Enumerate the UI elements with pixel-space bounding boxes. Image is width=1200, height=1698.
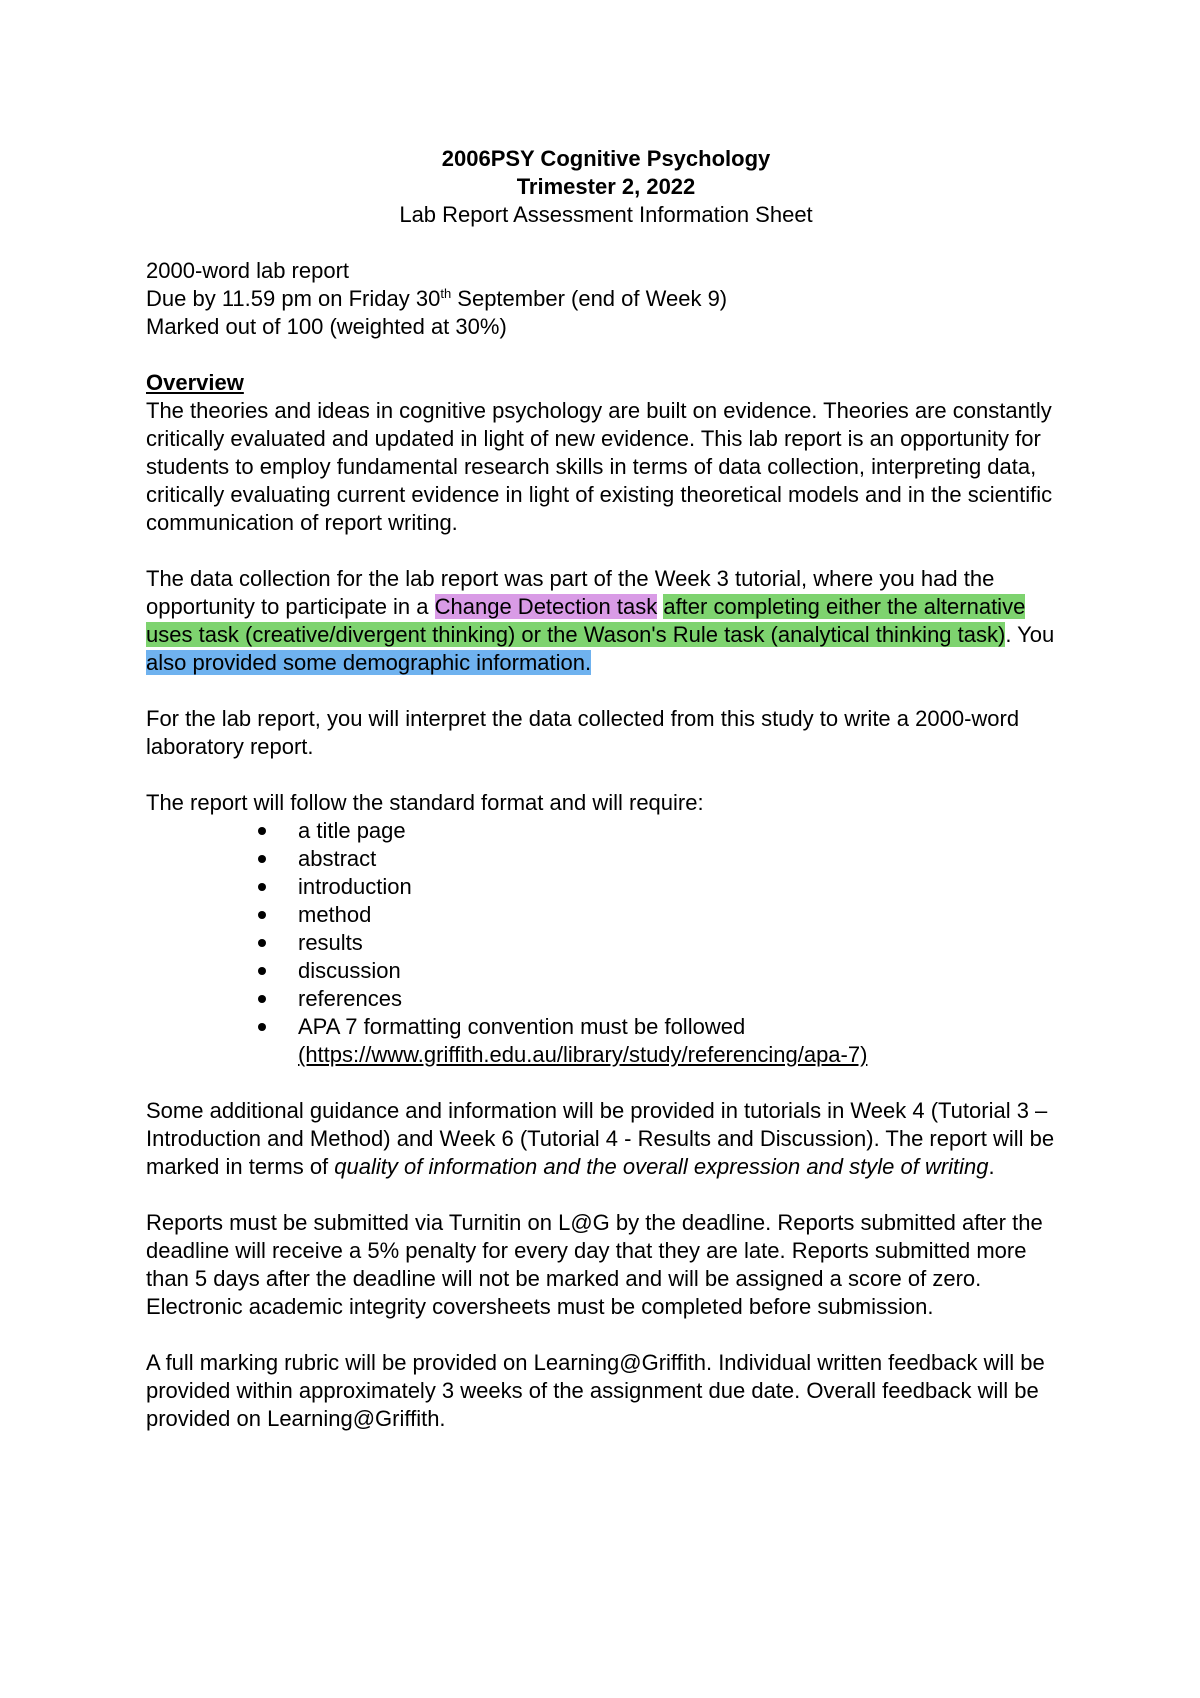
- report-length: 2000-word lab report: [146, 258, 350, 283]
- guidance-paragraph: [146, 1097, 1066, 1181]
- list-item: introduction: [258, 873, 1066, 901]
- list-item: references: [258, 985, 1066, 1013]
- marks-weighting: Marked out of 100 (weighted at 30%): [146, 314, 507, 339]
- list-item: a title page: [258, 817, 1066, 845]
- data-collection-intro: The data collection for the lab report was part of the Week 3 tutorial, where you had the opportunity to participate in a: [146, 566, 995, 619]
- bullet-icon: [258, 939, 266, 947]
- feedback-paragraph: A full marking rubric will be provided on Learning@Griffith. Individual written feedback will be provided within approximately 3 weeks of the assignment due date. Overall feedback will be provided on Learning@Griffith.: [146, 1350, 1045, 1431]
- course-title: 2006PSY Cognitive Psychology: [441, 146, 771, 171]
- bullet-icon: [258, 883, 266, 891]
- requirements-intro: The report will follow the standard format and will require:: [146, 790, 704, 815]
- overview-heading: Overview: [146, 370, 244, 395]
- list-item: method: [258, 901, 1066, 929]
- requirements-list: [146, 817, 1066, 1069]
- list-item: abstract: [258, 845, 1066, 873]
- guidance-text: Some additional guidance and information will be provided in tutorials in Week 4 (Tutorial 3 – Introduction and Method) and Week 6 (Tutorial 4 - Results and Discussion). The report will be marked in terms of: [146, 1098, 1055, 1179]
- overview-paragraph: The theories and ideas in cognitive psychology are built on evidence. Theories are constantly critically evaluated and updated in light of new evidence. This lab report is an opportunity for students to employ fundamental research skills in terms of data collection, interpreting data, critically evaluating current evidence in light of existing theoretical models and in the scientific communication of report writing.: [146, 398, 1053, 535]
- data-collection-middle: . You: [1005, 622, 1055, 647]
- bullet-icon: [258, 1023, 266, 1031]
- document-subtitle: Lab Report Assessment Information Sheet: [399, 202, 813, 227]
- highlight-tasks: after completing either the alternative uses task (creative/divergent thinking) or the Wason's Rule task (analytical thinking task): [146, 594, 1026, 647]
- list-item: discussion: [258, 957, 1066, 985]
- list-item: results: [258, 929, 1066, 957]
- bullet-icon: [258, 855, 266, 863]
- due-date-superscript: th: [440, 286, 452, 301]
- due-date: [146, 285, 1066, 313]
- highlight-change-detection: Change Detection task: [434, 594, 658, 619]
- guidance-italic: quality of information and the overall expression and style of writing: [334, 1154, 989, 1179]
- term-title: Trimester 2, 2022: [516, 174, 696, 199]
- submission-paragraph: Reports must be submitted via Turnitin on L@G by the deadline. Reports submitted after the deadline will receive a 5% penalty for every day that they are late. Reports submitted more than 5 days after the deadline will not be marked and will be assigned a score of zero. Electronic academic integrity coversheets must be completed before submission.: [146, 1210, 1043, 1319]
- bullet-icon: [258, 967, 266, 975]
- highlight-demographics: also provided some demographic information.: [146, 650, 592, 675]
- due-date-prefix: Due by 11.59 pm on Friday 30: [146, 286, 441, 311]
- bullet-icon: [258, 827, 266, 835]
- document-content: [146, 145, 1066, 1433]
- list-item: APA 7 formatting convention must be followed (https://www.griffith.edu.au/library/study/referencing/apa-7): [258, 1013, 1066, 1069]
- due-date-suffix: September (end of Week 9): [451, 286, 728, 311]
- interpret-paragraph: For the lab report, you will interpret the data collected from this study to write a 2000-word laboratory report.: [146, 706, 1020, 759]
- guidance-end: .: [988, 1154, 995, 1179]
- bullet-icon: [258, 995, 266, 1003]
- bullet-icon: [258, 911, 266, 919]
- data-collection-paragraph: [146, 565, 1066, 677]
- apa-link[interactable]: (https://www.griffith.edu.au/library/study/referencing/apa-7): [298, 1042, 868, 1067]
